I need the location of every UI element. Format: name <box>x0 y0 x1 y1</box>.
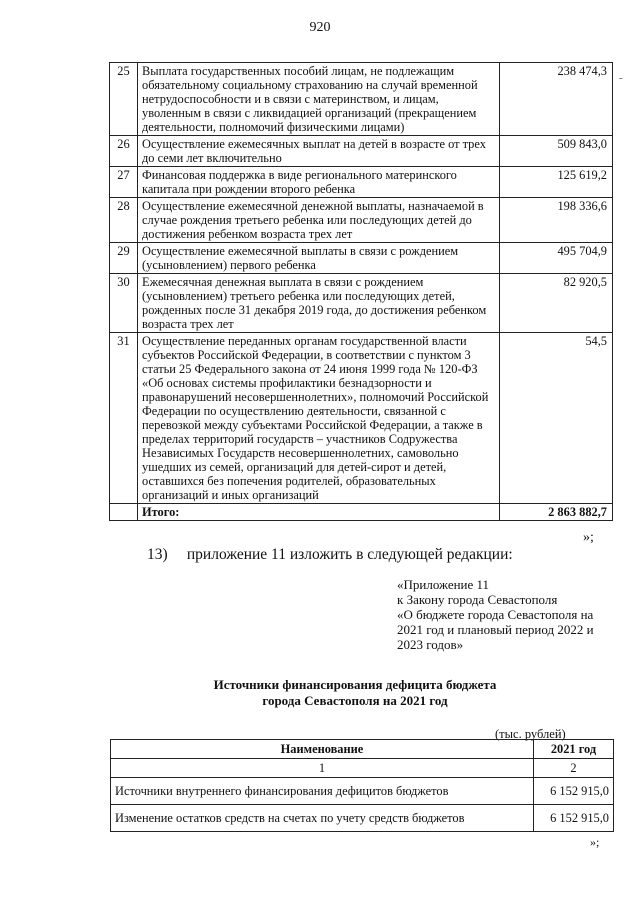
table-row <box>110 333 613 504</box>
row-description: Осуществление переданных органам государственной власти субъектов Российской Федерации, в соответствии с пунктом 3 статьи 25 Федерального закона от 24 июня 1999 года № 120-ФЗ «Об основах системы профилактики безнадзорности и правонарушений несовершеннолетних», полномочий Российской Федерации по осуществлению деятельности, связанной с перевозкой между субъектами Российской Федерации, а также в пределах территорий государств – участников Содружества Независимых Государств несовершеннолетних, самовольно ушедших из семей, организаций для детей-сирот и детей, оставшихся без попечения родителей, образовательных организаций и иных организаций <box>138 333 500 504</box>
expenditure-table <box>109 62 613 521</box>
row-number: 30 <box>110 274 138 333</box>
column-number: 2 <box>533 759 613 778</box>
title-line: города Севастополя на 2021 год <box>262 693 448 708</box>
closing-quote: »; <box>590 835 600 849</box>
amendment-text: приложение 11 изложить в следующей редакции: <box>186 546 513 563</box>
appendix-line: 2023 годов» <box>397 637 464 652</box>
document-title <box>120 677 590 709</box>
row-name: Изменение остатков средств на счетах по учету средств бюджетов <box>111 805 534 832</box>
table-row <box>110 274 613 333</box>
row-description: Ежемесячная денежная выплата в связи с рождением (усыновлением) третьего ребенка или последующих детей, рожденных после 31 декабря 2019 года, до достижения ребенком возраста трех лет <box>138 274 500 333</box>
header-year: 2021 год <box>533 740 613 759</box>
row-value: 6 152 915,0 <box>533 805 613 832</box>
row-number: 31 <box>110 333 138 504</box>
row-description: Осуществление ежемесячной денежной выплаты, назначаемой в случае рождения третьего ребенка или последующих детей до достижения ребенком возраста трех лет <box>138 198 500 243</box>
row-description: Финансовая поддержка в виде регионального материнского капитала при рождении второго ребенка <box>138 167 500 198</box>
appendix-heading <box>397 577 594 652</box>
row-amount: 82 920,5 <box>500 274 613 333</box>
row-number: 25 <box>110 63 138 136</box>
row-amount: 509 843,0 <box>500 136 613 167</box>
table-row <box>110 63 613 136</box>
header-name: Наименование <box>111 740 534 759</box>
row-number: 26 <box>110 136 138 167</box>
table-row <box>111 778 614 805</box>
table-row <box>110 243 613 274</box>
column-number: 1 <box>111 759 534 778</box>
column-number-row <box>111 759 614 778</box>
table-row <box>111 805 614 832</box>
appendix-line: «О бюджете города Севастополя на <box>397 607 594 622</box>
page-number: 920 <box>309 20 331 35</box>
row-amount: 125 619,2 <box>500 167 613 198</box>
row-number: 29 <box>110 243 138 274</box>
row-value: 6 152 915,0 <box>533 778 613 805</box>
row-description: Осуществление ежемесячной выплаты в связи с рождением (усыновлением) первого ребенка <box>138 243 500 274</box>
units-label: (тыс. рублей) <box>495 727 566 741</box>
total-amount: 2 863 882,7 <box>500 504 613 521</box>
row-number: 28 <box>110 198 138 243</box>
closing-quote: »; <box>583 530 594 545</box>
amendment-number: 13) <box>147 546 168 563</box>
total-row <box>110 504 613 521</box>
row-name: Источники внутреннего финансирования дефицитов бюджетов <box>111 778 534 805</box>
row-number: 27 <box>110 167 138 198</box>
table-header-row <box>111 740 614 759</box>
table-row <box>110 198 613 243</box>
row-amount: 198 336,6 <box>500 198 613 243</box>
total-number-cell <box>110 504 138 521</box>
appendix-line: к Закону города Севастополя <box>397 592 558 607</box>
title-line: Источники финансирования дефицита бюджета <box>213 677 497 692</box>
row-description: Выплата государственных пособий лицам, не подлежащим обязательному социальному страхованию на случай временной нетрудоспособности и в связи с материнством, и лицам, уволенным в связи с ликвидацией организаций (прекращением деятельности, полномочий физическими лицами) <box>138 63 500 136</box>
table-row <box>110 136 613 167</box>
appendix-line: 2021 год и плановый период 2022 и <box>397 622 594 637</box>
row-description: Осуществление ежемесячных выплат на детей в возрасте от трех до семи лет включительно <box>138 136 500 167</box>
appendix-line: «Приложение 11 <box>397 577 490 592</box>
margin-mark: - <box>619 72 623 84</box>
row-amount: 238 474,3 <box>500 63 613 136</box>
total-label: Итого: <box>138 504 500 521</box>
financing-table <box>110 739 614 832</box>
table-row <box>110 167 613 198</box>
row-amount: 54,5 <box>500 333 613 504</box>
amendment-line <box>147 546 513 564</box>
row-amount: 495 704,9 <box>500 243 613 274</box>
